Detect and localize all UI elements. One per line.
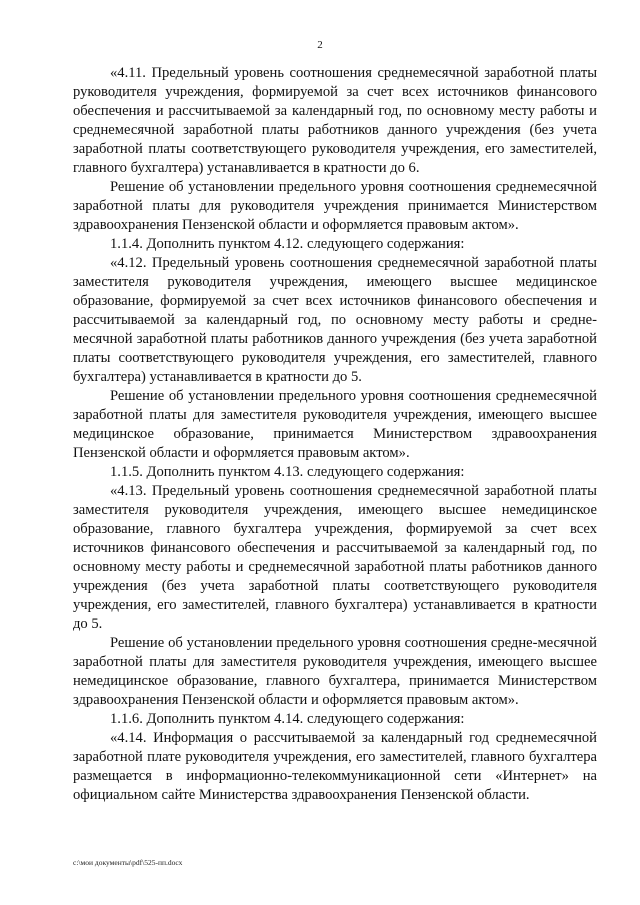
amendment-1-1-5: 1.1.5. Дополнить пунктом 4.13. следующего содержания: [110, 464, 465, 480]
paragraph-4-14: «4.14. Информация о рассчитываемой за календарный год среднемесячной заработной плате руководителя учреждения, его заместителей, главного бухгалтера размещается в информационно-телекоммуникационной сети «Интернет» на официальном сайте Министерства здравоохранения Пензенской области. [73, 730, 597, 803]
paragraph-4-11: «4.11. Предельный уровень соотношения среднемесячной заработной платы руководителя учреждения, формируемой за счет всех источников финансового обеспечения и рассчитываемой за календарный год, по основному месту работы и среднемесячной заработной платы работников данного учреждения (без учета заработной платы соответствующего руководителя учреждения, его заместителей, главного бухгалтера) устанавливается в кратности до 6. [73, 65, 597, 176]
paragraph-4-12: «4.12. Предельный уровень соотношения среднемесячной заработной платы заместителя руководителя учреждения, имеющего высшее медицинское образование, формируемой за счет всех источников финансового обеспечения и рассчитываемой за календарный год, по основному месту работы и средне-месячной заработной платы работников данного учреждения (без учета заработной платы соответствующего руководителя учреждения, его заместителей, главного бухгалтера) устанавливается в кратности до 5. [73, 255, 597, 385]
page-number: 2 [317, 39, 323, 51]
paragraph-4-13: «4.13. Предельный уровень соотношения среднемесячной заработной платы заместителя руководителя учреждения, имеющего высшее немедицинское образование, главного бухгалтера учреждения, формируемой за счет всех источников финансового обеспечения и рассчитываемой за календарный год, по основному месту работы и среднемесячной заработной платы работников данного учреждения (без учета заработной платы соответствующего руководителя учреждения, его заместителей, главного бухгалтера) устанавливается в кратности до 5. [73, 483, 597, 632]
document-body [73, 64, 597, 805]
paragraph-4-11-decision: Решение об установлении предельного уровня соотношения среднемесячной заработной платы для руководителя учреждения принимается Министерством здравоохранения Пензенской области и оформляется правовым актом». [73, 179, 597, 233]
amendment-1-1-4: 1.1.4. Дополнить пунктом 4.12. следующего содержания: [110, 236, 465, 252]
footer-file-path: c:\мои документы\pdf\525-пп.docx [73, 858, 183, 867]
amendment-1-1-6: 1.1.6. Дополнить пунктом 4.14. следующего содержания: [110, 711, 465, 727]
paragraph-4-12-decision: Решение об установлении предельного уровня соотношения среднемесячной заработной платы для заместителя руководителя учреждения, имеющего высшее медицинское образование, принимается Министерством здравоохранения Пензенской области и оформляется правовым актом». [73, 388, 597, 461]
paragraph-4-13-decision: Решение об установлении предельного уровня соотношения средне-месячной заработной платы для заместителя руководителя учреждения, имеющего высшее немедицинское образование, главного бухгалтера, принимается Министерством здравоохранения Пензенской области и оформляется правовым актом». [73, 635, 597, 708]
